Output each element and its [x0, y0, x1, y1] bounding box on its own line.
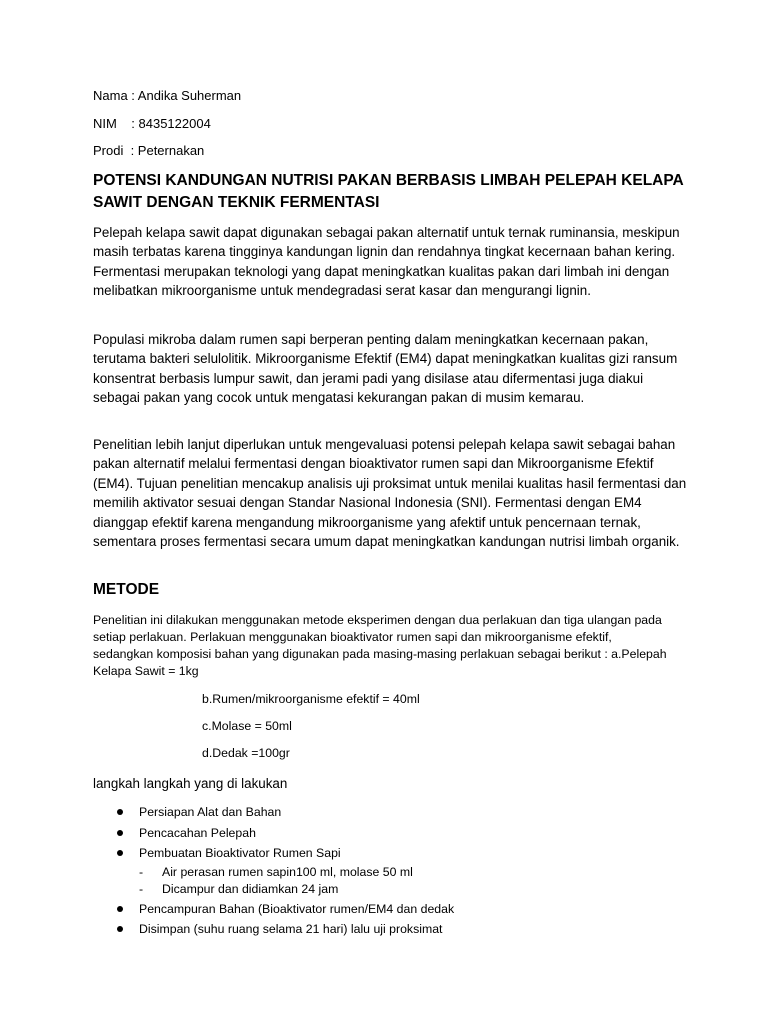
dash-icon: - [139, 882, 144, 896]
bullet-icon [117, 850, 123, 856]
step-item [93, 802, 693, 823]
dash-icon: - [139, 864, 144, 879]
step-item [93, 919, 693, 940]
steps-intro: langkah langkah yang di lakukan [93, 776, 288, 791]
paragraph-2: Populasi mikroba dalam rumen sapi berperan penting dalam meningkatkan kecernaan pakan, terutama bakteri selulolitik. Mikroorganisme Efektif (EM4) dapat meningkatkan kualitas gizi ransum konsentrat berbasis lumpur sawit, dan jerami padi yang disilase atau difermentasi juga diakui sebagai pakan yang cocok untuk mengatasi kekurangan pakan di musim kemarau. [93, 332, 678, 406]
composition-item: c.Molase = 50ml [202, 719, 292, 733]
metode-heading: METODE [93, 581, 160, 598]
composition-item: d.Dedak =100gr [202, 746, 290, 760]
step-item [93, 899, 693, 920]
step-label: Pencampuran Bahan (Bioaktivator rumen/EM4 dan dedak [139, 901, 455, 916]
substeps-list [139, 864, 693, 899]
student-prodi: Prodi : Peternakan [93, 143, 205, 158]
step-label: Disimpan (suhu ruang selama 21 hari) lalu uji proksimat [139, 922, 443, 936]
substep-item [139, 881, 693, 899]
composition-item: b.Rumen/mikroorganisme efektif = 40ml [202, 692, 420, 706]
metode-text: Penelitian ini dilakukan menggunakan metode eksperimen dengan dua perlakuan dan tiga ulangan pada setiap perlakuan. Perlakuan menggunakan bioaktivator rumen sapi dan mikroorganisme efektif, sedangkan komposisi bahan yang digunakan pada masing-masing perlakuan sebagai berikut : a.Pelepah Kelapa Sawit = 1kg [93, 613, 667, 678]
student-name: Nama : Andika Suherman [93, 88, 242, 103]
step-label: Pencacahan Pelepah [139, 825, 256, 840]
step-item [93, 843, 693, 899]
step-label: Persiapan Alat dan Bahan [139, 805, 282, 819]
document-title: POTENSI KANDUNGAN NUTRISI PAKAN BERBASIS LIMBAH PELEPAH KELAPA SAWIT DENGAN TEKNIK FERMENTASI [93, 172, 684, 211]
student-nim: NIM : 8435122004 [93, 116, 211, 131]
step-label: Pembuatan Bioaktivator Rumen Sapi [139, 846, 341, 860]
bullet-icon [117, 830, 123, 836]
substep-label: Air perasan rumen sapin100 ml, molase 50 ml [162, 864, 413, 879]
bullet-icon [117, 906, 123, 912]
paragraph-1: Pelepah kelapa sawit dapat digunakan sebagai pakan alternatif untuk ternak ruminansia, meskipun masih terbatas karena tingginya kandungan lignin dan rendahnya tingkat kecernaan bahan kering. Fermentasi merupakan teknologi yang dapat meningkatkan kualitas pakan dari limbah ini dengan melibatkan mikroorganisme untuk mendegradasi serat kasar dan mengurangi lignin. [93, 225, 680, 299]
substep-item [139, 864, 693, 882]
bullet-icon [117, 809, 123, 815]
paragraph-3: Penelitian lebih lanjut diperlukan untuk mengevaluasi potensi pelepah kelapa sawit sebagai bahan pakan alternatif melalui fermentasi dengan bioaktivator rumen sapi dan Mikroorganisme Efektif (EM4). Tujuan penelitian mencakup analisis uji proksimat untuk menilai kualitas hasil fermentasi dan memilih aktivator sesuai dengan Standar Nasional Indonesia (SNI). Fermentasi dengan EM4 dianggap efektif karena mengandung mikroorganisme yang afektif untuk pencernaan ternak, sementara proses fermentasi secara umum dapat meningkatkan kandungan nutrisi limbah organik. [93, 437, 687, 550]
step-item [93, 823, 693, 844]
substep-label: Dicampur dan didiamkan 24 jam [162, 882, 339, 896]
steps-list [93, 802, 693, 940]
bullet-icon [117, 926, 123, 932]
